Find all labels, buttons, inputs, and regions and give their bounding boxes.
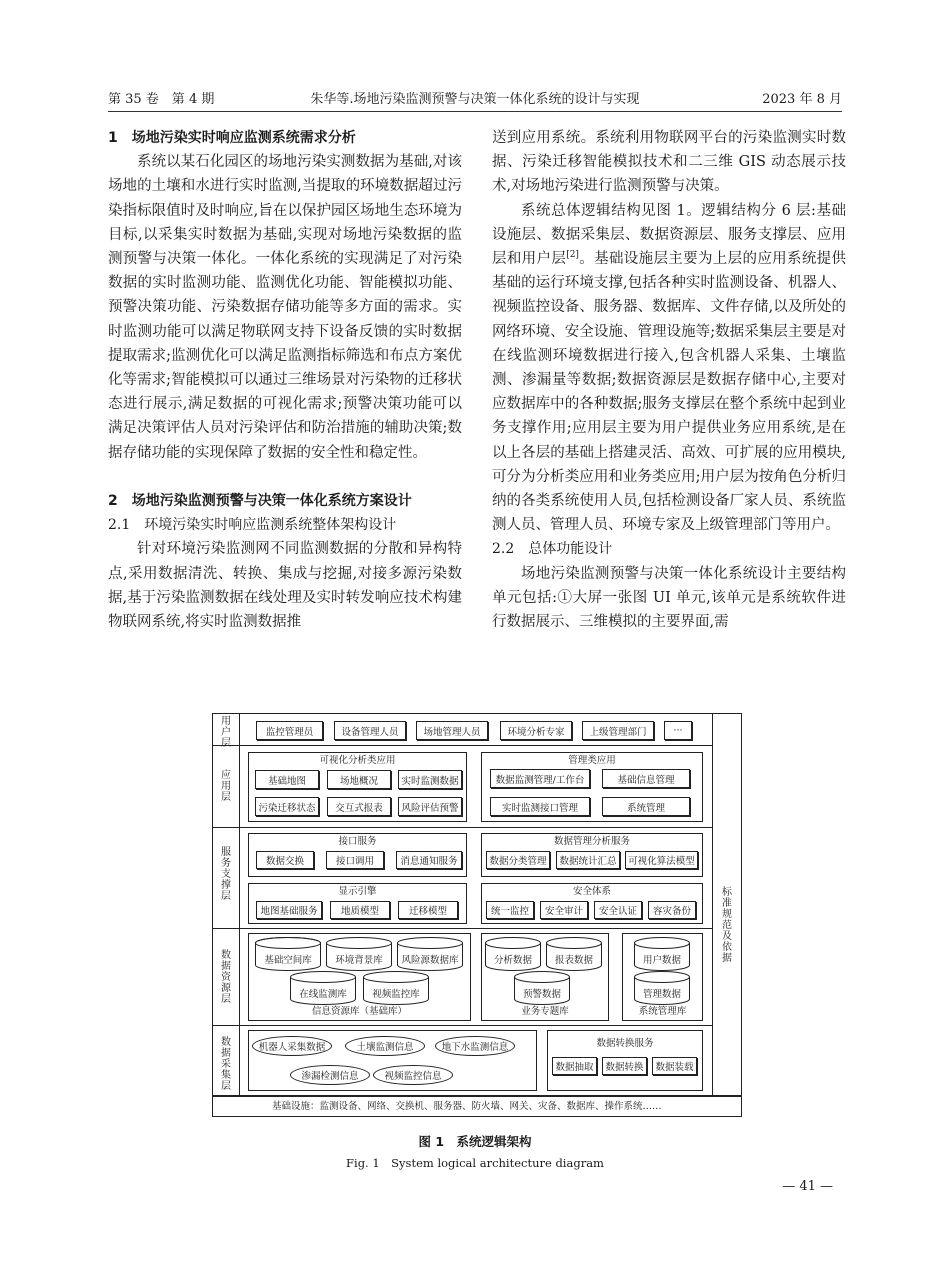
- res-video-monitor-db: [363, 971, 429, 1005]
- user-monitor-admin: 监控管理员: [256, 721, 323, 740]
- figure-caption-cn: 图 1 系统逻辑架构: [418, 1134, 532, 1149]
- figure-caption-en: Fig. 1 System logical architecture diagram: [346, 1156, 604, 1170]
- app-layer-separator: [212, 827, 712, 828]
- service-layer-separator: [212, 928, 712, 929]
- res-warning-data: [514, 971, 570, 1005]
- collect-video: 视频监控信息: [373, 1065, 453, 1085]
- svc-migration-model: 迁移模型: [398, 901, 458, 919]
- res-risk-source-db-label: 风险源数据库: [401, 954, 459, 966]
- convert-transform: 数据转换: [602, 1057, 647, 1075]
- convert-extract: 数据抽取: [552, 1057, 597, 1075]
- collect-leakage: 渗漏检测信息: [290, 1065, 370, 1085]
- res-report-data: [546, 937, 602, 971]
- svc-message-notify: 消息通知服务: [396, 851, 462, 869]
- svc-data-title: 数据管理分析服务: [553, 836, 630, 848]
- app-vis-title: 可视化分析类应用: [319, 755, 396, 767]
- res-analysis-data: [485, 937, 541, 971]
- left-column: [108, 126, 462, 634]
- standard-label: 标准规范及依据: [722, 887, 732, 964]
- svc-vis-algorithm: 可视化算法模型: [625, 851, 698, 869]
- res-online-monitor-db: [290, 971, 356, 1005]
- res-sys-title: 系统管理库: [638, 1006, 687, 1018]
- header-rule: [108, 111, 842, 112]
- section-2-1-title: 2.1 环境污染实时响应监测系统整体架构设计: [108, 517, 397, 534]
- res-env-background-db: [326, 937, 392, 971]
- res-online-monitor-db-label: 在线监测库: [299, 988, 347, 1000]
- app-monitor-workbench: 数据监测管理/工作台: [490, 769, 590, 788]
- section-2-2-paragraph: 场地污染监测预警与决策一体化系统设计主要结构单元包括:①大屏一张图 UI 单元,该单元是系统软件进行数据展示、三维模拟的主要界面,需: [492, 565, 846, 631]
- svc-security-audit: 安全审计: [540, 901, 588, 919]
- right-column: [492, 126, 846, 634]
- journal-issue: 第 35 卷 第 4 期: [108, 92, 215, 107]
- app-layer-label: 应用层: [221, 770, 231, 803]
- app-mgmt-title: 管理类应用: [568, 755, 616, 767]
- running-title: 朱华等.场地污染监测预警与决策一体化系统的设计与实现: [310, 92, 640, 107]
- collect-soil: 土壤监测信息: [345, 1036, 425, 1056]
- svc-geology-model: 地质模型: [330, 901, 390, 919]
- svc-display-title: 显示引擎: [338, 885, 377, 897]
- svc-disaster-backup: 容灾备份: [648, 901, 696, 919]
- res-env-background-db-label: 环境背景库: [335, 954, 383, 966]
- app-site-overview: 场地概况: [327, 770, 391, 789]
- resource-layer-label: 数据资源层: [221, 950, 231, 1005]
- app-base-map: 基础地图: [255, 770, 319, 789]
- app-base-info-mgmt: 基础信息管理: [602, 769, 690, 788]
- res-risk-source-db: [397, 937, 463, 971]
- collect-groundwater: 地下水监测信息: [435, 1036, 515, 1056]
- section-1-title: 1 场地污染实时响应监测系统需求分析: [108, 130, 356, 146]
- app-interactive-report: 交互式报表: [327, 797, 391, 816]
- issue-date: 2023 年 8 月: [762, 92, 842, 107]
- infra-text: 基础设施：监测设备、网络、交换机、服务器、防火墙、网关、灾备、数据库、操作系统……: [272, 1100, 662, 1112]
- citation-ref: [2]: [566, 250, 579, 261]
- continued-paragraph: 送到应用系统。系统利用物联网平台的污染监测实时数据、污染迁移智能模拟技术和二三维 GIS 动态展示技术,对场地污染进行监测预警与决策。: [492, 130, 846, 195]
- res-user-data-label: 用户数据: [642, 954, 681, 966]
- svc-map-base: 地图基础服务: [256, 901, 322, 919]
- user-env-expert: 环境分析专家: [500, 721, 572, 740]
- user-site-admin: 场地管理人员: [416, 721, 488, 740]
- res-mgmt-data: [634, 971, 690, 1005]
- svc-security-auth: 安全认证: [594, 901, 642, 919]
- svc-data-stats: 数据统计汇总: [556, 851, 620, 869]
- user-layer-label: 用户层: [221, 716, 231, 749]
- svc-api-call: 接口调用: [326, 851, 384, 869]
- svc-data-classify: 数据分类管理: [486, 851, 550, 869]
- convert-load: 数据装载: [652, 1057, 697, 1075]
- architecture-text-b: 。基础设施层主要为上层的应用系统提供基础的运行环境支撑,包括各种实时监测设备、机器人、视频监控设备、服务器、数据库、文件存储,以及所处的网络环境、安全设施、管理设施等;数据采集层主要是对在线监测环境数据进行接入,包含机器人采集、土壤监测、渗漏量等数据;数据资源层是数据存储中心,主要对应数据库中的各种数据;服务支撑层在整个系统中起到业务支撑作用;应用层主要为用户提供业务应用系统,是在以上各层的基础上搭建灵活、高效、可扩展的应用模块,可分为分析类应用和业务类应用;用户层为按角色分析归纳的各类系统使用人员,包括检测设备厂家人员、系统监测人员、管理人员、环境专家及上级管理部门等用户。: [492, 251, 847, 534]
- res-report-data-label: 报表数据: [554, 954, 593, 966]
- res-biz-title: 业务专题库: [521, 1006, 569, 1018]
- collect-layer-label: 数据采集层: [221, 1037, 231, 1092]
- res-base-space-db: [255, 937, 321, 971]
- section-2-1-paragraph: 针对环境污染监测网不同监测数据的分散和异构特点,采用数据清洗、转换、集成与挖掘,对接多源污染数据,基于污染监测数据在线处理及实时转发响应技术构建物联网系统,将实时监测数据推: [108, 541, 462, 631]
- resource-layer-separator: [212, 1025, 712, 1026]
- section-2-title: 2 场地污染监测预警与决策一体化系统方案设计: [108, 493, 412, 510]
- app-interface-mgmt: 实时监测接口管理: [490, 797, 590, 816]
- res-info-title: 信息资源库（基础库）: [311, 1006, 407, 1018]
- page-number: — 41 —: [782, 1179, 833, 1194]
- convert-title: 数据转换服务: [596, 1037, 654, 1049]
- app-realtime-data: 实时监测数据: [398, 770, 462, 789]
- res-base-space-db-label: 基础空间库: [264, 954, 312, 966]
- svc-api-title: 接口服务: [338, 836, 377, 848]
- svc-unified-monitor: 统一监控: [486, 901, 534, 919]
- app-risk-warning: 风险评估预警: [398, 797, 462, 816]
- user-device-admin: 设备管理人员: [334, 721, 406, 740]
- res-mgmt-data-label: 管理数据: [642, 988, 681, 1000]
- section-2-2-title: 2.2 总体功能设计: [492, 541, 613, 558]
- section-1-paragraph: 系统以某石化园区的场地污染实测数据为基础,对该场地的土壤和水进行实时监测,当提取的环境数据超过污染指标限值时及时响应,旨在以保护园区场地生态环境为目标,以采集实时数据为基础,实现对场地污染数据的监测预警与决策一体化。一体化系统的实现满足了对污染数据的实时监测功能、监测优化功能、智能模拟功能、预警决策功能、污染数据存储功能等多方面的需求。实时监测功能可以满足物联网支持下设备反馈的实时数据提取需求;监测优化可以满足监测指标筛选和布点方案优化等需求;智能模拟可以通过三维场景对污染物的迁移状态进行展示,满足数据的可视化需求;预警决策功能可以满足决策评估人员对污染评估和防治措施的辅助决策;数据存储功能的实现保障了数据的安全性和稳定性。: [108, 154, 462, 461]
- res-video-monitor-db-label: 视频监控库: [372, 988, 420, 1000]
- app-migration-state: 污染迁移状态: [255, 797, 319, 816]
- architecture-text-a: 系统总体逻辑结构见图 1。逻辑结构分 6 层:基础设施层、数据采集层、数据资源层、服务支撑层、应用层和用户层: [492, 202, 846, 268]
- svc-data-exchange: 数据交换: [256, 851, 314, 869]
- app-system-mgmt: 系统管理: [602, 797, 690, 816]
- svc-security-title: 安全体系: [572, 885, 611, 897]
- res-user-data: [634, 937, 690, 971]
- service-layer-label: 服务支撑层: [221, 847, 231, 902]
- collect-robot: 机器人采集数据: [252, 1036, 332, 1056]
- user-superior-dept: 上级管理部门: [582, 721, 654, 740]
- architecture-paragraph: [492, 199, 846, 538]
- res-warning-data-label: 预警数据: [522, 988, 561, 1000]
- user-more: ···: [664, 721, 692, 740]
- user-layer-separator: [212, 745, 712, 746]
- res-analysis-data-label: 分析数据: [493, 954, 532, 966]
